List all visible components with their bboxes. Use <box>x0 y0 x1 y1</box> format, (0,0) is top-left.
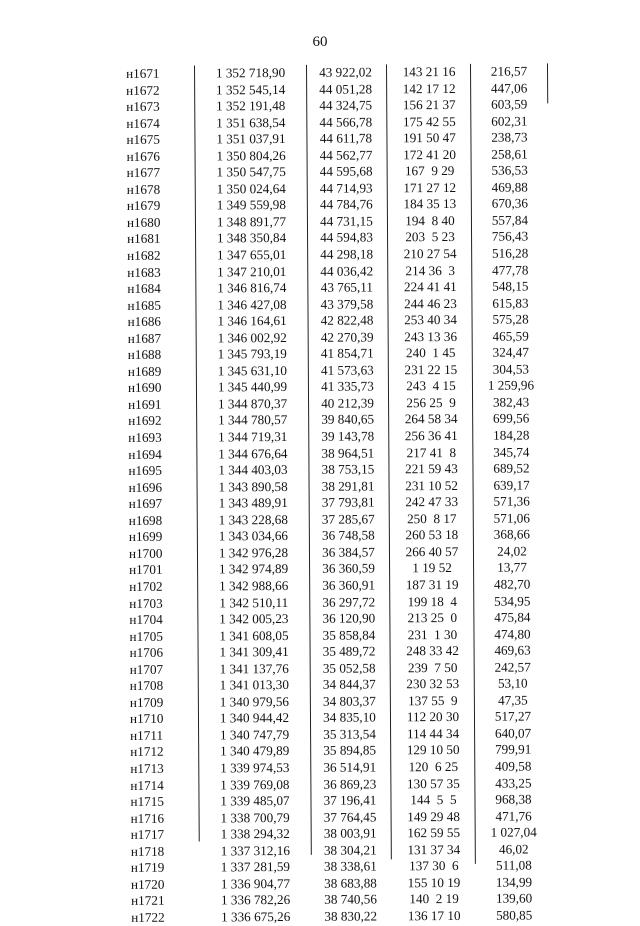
x-coordinate-cell: 1 350 804,26 <box>216 147 286 164</box>
y-coordinate-cell: 38 291,81 <box>321 478 375 494</box>
y-coordinate-cell: 43 765,11 <box>320 279 374 295</box>
distance-cell: 557,84 <box>491 212 529 228</box>
direction-angle-cell: 171 27 12 <box>403 179 457 196</box>
point-id-cell: н1689 <box>127 363 162 379</box>
distance-cell: 474,80 <box>494 626 531 642</box>
direction-angle-cell: 253 40 34 <box>404 312 457 328</box>
distance-cell: 1 259,96 <box>487 377 535 394</box>
x-coordinate-cell: 1 345 440,99 <box>217 379 288 395</box>
direction-angle-cell: 187 31 19 <box>405 576 459 593</box>
distance-cell: 640,07 <box>494 725 532 741</box>
y-coordinate-cell: 36 120,90 <box>322 610 376 626</box>
distance-cell: 345,74 <box>493 444 530 460</box>
direction-angle-cell: 172 41 20 <box>403 146 456 162</box>
y-coordinate-cell: 37 764,45 <box>323 809 377 825</box>
distance-cell: 324,47 <box>492 344 529 361</box>
y-coordinate-cell: 35 489,72 <box>322 643 376 659</box>
y-coordinate-cell: 41 335,73 <box>321 378 374 395</box>
distance-cell: 139,60 <box>495 890 533 907</box>
point-id-cell: н1701 <box>129 562 163 578</box>
point-id-cell: н1683 <box>127 264 161 280</box>
x-coordinate-cell: 1 350 547,75 <box>216 164 286 180</box>
direction-angle-cell: 210 27 54 <box>403 245 457 262</box>
table-row <box>123 907 553 926</box>
x-coordinate-cell: 1 343 890,58 <box>218 478 288 495</box>
point-id-cell: н1672 <box>126 82 160 98</box>
x-coordinate-cell: 1 344 780,57 <box>217 412 288 428</box>
distance-cell: 571,06 <box>493 510 530 526</box>
distance-cell: 516,28 <box>491 245 529 261</box>
x-coordinate-cell: 1 339 769,08 <box>220 776 290 792</box>
x-coordinate-cell: 1 337 281,59 <box>220 859 291 875</box>
point-id-cell: н1710 <box>129 711 164 727</box>
x-coordinate-cell: 1 337 312,16 <box>220 842 290 859</box>
x-coordinate-cell: 1 344 870,37 <box>217 395 288 412</box>
distance-cell: 602,31 <box>491 113 528 129</box>
point-id-cell: н1676 <box>126 148 161 164</box>
x-coordinate-cell: 1 351 037,91 <box>216 131 286 147</box>
direction-angle-cell: 199 18 4 <box>407 593 458 609</box>
distance-cell: 534,95 <box>494 592 531 609</box>
distance-cell: 238,73 <box>491 129 528 145</box>
x-coordinate-cell: 1 339 485,07 <box>220 793 290 809</box>
distance-cell: 53,10 <box>497 675 528 691</box>
x-coordinate-cell: 1 336 782,26 <box>220 892 291 908</box>
x-coordinate-cell: 1 347 210,01 <box>217 263 287 279</box>
direction-angle-cell: 144 5 5 <box>410 792 457 808</box>
direction-angle-cell: 221 59 43 <box>405 461 458 477</box>
distance-cell: 368,66 <box>493 526 531 543</box>
point-id-cell: н1713 <box>130 760 164 776</box>
x-coordinate-cell: 1 339 974,53 <box>220 759 290 776</box>
distance-cell: 517,27 <box>494 708 532 725</box>
point-id-cell: н1708 <box>129 677 164 694</box>
point-id-cell: н1677 <box>126 165 161 181</box>
point-id-cell: н1706 <box>129 644 164 661</box>
direction-angle-cell: 244 46 23 <box>404 295 457 311</box>
point-id-cell: н1678 <box>126 181 161 197</box>
direction-angle-cell: 129 10 50 <box>406 742 460 758</box>
point-id-cell: н1679 <box>126 198 161 214</box>
point-id-cell: н1716 <box>130 810 165 826</box>
y-coordinate-cell: 36 514,91 <box>323 759 377 775</box>
distance-cell: 258,61 <box>491 146 528 162</box>
y-coordinate-cell: 38 683,88 <box>324 875 377 891</box>
distance-cell: 304,53 <box>492 361 530 377</box>
x-coordinate-cell: 1 346 164,61 <box>217 313 287 329</box>
direction-angle-cell: 243 4 15 <box>406 378 456 394</box>
x-coordinate-cell: 1 346 002,92 <box>217 329 287 346</box>
y-coordinate-cell: 36 748,58 <box>321 527 375 544</box>
point-id-cell: н1714 <box>130 777 164 793</box>
y-coordinate-cell: 44 731,15 <box>320 213 373 229</box>
direction-angle-cell: 131 37 34 <box>407 841 461 857</box>
distance-cell: 475,84 <box>494 609 531 625</box>
direction-angle-cell: 266 40 57 <box>405 543 459 560</box>
x-coordinate-cell: 1 342 974,89 <box>218 561 289 577</box>
direction-angle-cell: 217 41 8 <box>406 444 457 460</box>
x-coordinate-cell: 1 352 545,14 <box>215 81 286 97</box>
point-id-cell: н1707 <box>129 661 164 677</box>
y-coordinate-cell: 38 830,22 <box>324 908 378 924</box>
distance-cell: 615,83 <box>492 295 529 311</box>
y-coordinate-cell: 34 844,37 <box>322 676 376 692</box>
x-coordinate-cell: 1 351 638,54 <box>216 114 286 131</box>
page-number: 60 <box>312 34 328 50</box>
point-id-cell: н1686 <box>127 313 162 330</box>
point-id-cell: н1720 <box>130 876 165 892</box>
y-coordinate-cell: 38 964,51 <box>321 445 375 461</box>
y-coordinate-cell: 35 858,84 <box>322 627 376 643</box>
distance-cell: 575,28 <box>492 311 529 327</box>
point-id-cell: н1705 <box>129 628 163 644</box>
point-id-cell: н1698 <box>128 512 163 528</box>
x-coordinate-cell: 1 342 988,66 <box>219 577 289 594</box>
direction-angle-cell: 120 6 25 <box>408 758 459 775</box>
direction-angle-cell: 242 47 33 <box>405 494 459 510</box>
distance-cell: 184,28 <box>493 427 530 443</box>
point-id-cell: н1690 <box>127 380 162 396</box>
y-coordinate-cell: 35 052,58 <box>322 660 376 676</box>
x-coordinate-cell: 1 352 191,48 <box>216 98 286 114</box>
direction-angle-cell: 264 58 34 <box>404 411 458 427</box>
direction-angle-cell: 140 2 19 <box>409 891 459 907</box>
distance-cell: 47,35 <box>497 692 528 708</box>
y-coordinate-cell: 44 036,42 <box>320 263 374 279</box>
x-coordinate-cell: 1 340 479,89 <box>220 743 290 759</box>
y-coordinate-cell: 42 822,48 <box>320 312 374 328</box>
y-coordinate-cell: 36 869,23 <box>323 775 377 792</box>
direction-angle-cell: 143 21 16 <box>402 63 456 80</box>
direction-angle-cell: 155 10 19 <box>407 874 461 891</box>
x-coordinate-cell: 1 345 793,19 <box>217 346 287 362</box>
x-coordinate-cell: 1 348 350,84 <box>216 230 287 246</box>
point-id-cell: н1685 <box>127 297 161 313</box>
point-id-cell: н1700 <box>128 545 163 561</box>
distance-cell: 382,43 <box>492 394 530 410</box>
point-id-cell: н1691 <box>128 396 162 412</box>
distance-cell: 756,43 <box>491 228 529 245</box>
x-coordinate-cell: 1 342 510,11 <box>219 594 289 610</box>
y-coordinate-cell: 36 297,72 <box>322 593 376 610</box>
coordinates-table <box>118 63 553 926</box>
direction-angle-cell: 136 17 10 <box>407 907 461 924</box>
direction-angle-cell: 214 36 3 <box>405 262 456 278</box>
direction-angle-cell: 114 44 34 <box>406 725 460 742</box>
distance-cell: 471,76 <box>495 808 532 824</box>
x-coordinate-cell: 1 349 559,98 <box>216 197 287 213</box>
y-coordinate-cell: 44 562,77 <box>319 147 373 163</box>
point-id-cell: н1717 <box>130 826 165 843</box>
x-coordinate-cell: 1 344 403,03 <box>218 462 288 478</box>
x-coordinate-cell: 1 344 676,64 <box>218 445 288 461</box>
direction-angle-cell: 243 13 36 <box>404 328 458 345</box>
point-id-cell: н1681 <box>127 231 161 247</box>
point-id-cell: н1721 <box>131 893 165 909</box>
point-id-cell: н1709 <box>129 694 164 710</box>
distance-cell: 447,06 <box>490 80 528 96</box>
y-coordinate-cell: 44 714,93 <box>319 180 373 196</box>
distance-cell: 571,36 <box>493 493 530 509</box>
y-coordinate-cell: 38 338,61 <box>323 858 377 875</box>
direction-angle-cell: 248 33 42 <box>406 643 459 659</box>
direction-angle-cell: 194 8 40 <box>405 212 455 229</box>
y-coordinate-cell: 44 594,83 <box>320 229 373 246</box>
distance-cell: 670,36 <box>491 195 529 212</box>
point-id-cell: н1712 <box>130 744 164 760</box>
x-coordinate-cell: 1 342 005,23 <box>219 611 289 627</box>
point-id-cell: н1704 <box>129 611 163 627</box>
point-id-cell: н1702 <box>129 578 163 594</box>
x-coordinate-cell: 1 338 294,32 <box>220 826 290 842</box>
distance-cell: 799,91 <box>494 741 532 758</box>
point-id-cell: н1699 <box>128 529 163 545</box>
direction-angle-cell: 156 21 37 <box>402 97 456 113</box>
direction-angle-cell: 231 10 52 <box>405 477 458 493</box>
point-id-cell: н1682 <box>127 247 161 263</box>
direction-angle-cell: 240 1 45 <box>405 345 456 361</box>
distance-cell: 46,02 <box>498 841 529 857</box>
direction-angle-cell: 112 20 30 <box>406 709 460 725</box>
y-coordinate-cell: 44 611,78 <box>319 130 373 146</box>
distance-cell: 548,15 <box>492 278 529 294</box>
direction-angle-cell: 230 32 53 <box>406 676 460 692</box>
x-coordinate-cell: 1 341 013,30 <box>219 677 289 693</box>
point-id-cell: н1718 <box>130 843 165 859</box>
y-coordinate-cell: 37 196,41 <box>323 792 377 808</box>
direction-angle-cell: 231 1 30 <box>407 626 458 642</box>
y-coordinate-cell: 39 840,65 <box>321 411 375 428</box>
y-coordinate-cell: 38 003,91 <box>323 825 377 841</box>
distance-cell: 24,02 <box>497 543 527 559</box>
point-id-cell: н1711 <box>130 727 164 743</box>
x-coordinate-cell: 1 348 891,77 <box>216 213 287 230</box>
point-id-cell: н1671 <box>125 65 160 81</box>
x-coordinate-cell: 1 347 655,01 <box>216 246 287 263</box>
point-id-cell: н1674 <box>126 115 160 131</box>
x-coordinate-cell: 1 338 700,79 <box>220 809 290 825</box>
y-coordinate-cell: 44 595,68 <box>319 163 373 180</box>
x-coordinate-cell: 1 346 816,74 <box>217 280 287 296</box>
distance-cell: 699,56 <box>492 410 530 427</box>
distance-cell: 469,88 <box>491 179 528 195</box>
y-coordinate-cell: 34 803,37 <box>322 693 376 709</box>
distance-cell: 13,77 <box>497 559 527 576</box>
point-id-cell: н1715 <box>130 793 164 809</box>
point-id-cell: н1722 <box>131 909 165 925</box>
x-coordinate-cell: 1 341 137,76 <box>219 660 289 677</box>
direction-angle-cell: 130 57 35 <box>406 775 460 791</box>
direction-angle-cell: 149 29 48 <box>407 808 461 824</box>
x-coordinate-cell: 1 352 718,90 <box>215 64 286 81</box>
x-coordinate-cell: 1 342 976,28 <box>218 544 289 561</box>
point-id-cell: н1684 <box>127 280 161 297</box>
y-coordinate-cell: 36 384,57 <box>322 544 375 560</box>
direction-angle-cell: 175 42 55 <box>402 113 456 129</box>
point-id-cell: н1694 <box>128 446 162 462</box>
x-coordinate-cell: 1 343 228,68 <box>218 511 288 528</box>
y-coordinate-cell: 43 379,58 <box>320 296 374 312</box>
x-coordinate-cell: 1 340 979,56 <box>219 693 290 710</box>
direction-angle-cell: 137 30 6 <box>409 858 459 874</box>
direction-angle-cell: 203 5 23 <box>405 229 455 245</box>
y-coordinate-cell: 38 304,21 <box>323 842 377 858</box>
direction-angle-cell: 137 55 9 <box>408 692 458 709</box>
y-coordinate-cell: 39 143,78 <box>321 428 375 444</box>
point-id-cell: н1695 <box>128 462 162 479</box>
distance-cell: 134,99 <box>495 874 533 890</box>
distance-cell: 639,17 <box>493 477 530 493</box>
x-coordinate-cell: 1 343 489,91 <box>218 495 288 511</box>
y-coordinate-cell: 36 360,59 <box>322 560 375 577</box>
distance-cell: 689,52 <box>493 460 530 476</box>
x-coordinate-cell: 1 336 904,77 <box>220 875 291 892</box>
distance-cell: 242,57 <box>494 659 531 675</box>
point-id-cell: н1687 <box>127 330 162 346</box>
distance-cell: 469,63 <box>494 642 531 658</box>
distance-cell: 433,25 <box>495 775 532 791</box>
direction-angle-cell: 256 36 41 <box>404 427 458 444</box>
y-coordinate-cell: 41 573,63 <box>320 362 374 378</box>
distance-cell: 603,59 <box>491 96 528 112</box>
point-id-cell: н1673 <box>126 98 160 115</box>
y-coordinate-cell: 44 051,28 <box>319 80 373 97</box>
point-id-cell: н1680 <box>126 214 161 230</box>
x-coordinate-cell: 1 344 719,31 <box>218 429 288 445</box>
y-coordinate-cell: 35 313,54 <box>323 726 377 742</box>
point-id-cell: н1719 <box>130 859 165 876</box>
x-coordinate-cell: 1 341 608,05 <box>219 627 289 643</box>
y-coordinate-cell: 38 753,15 <box>321 461 375 477</box>
distance-cell: 216,57 <box>490 63 528 79</box>
distance-cell: 482,70 <box>493 576 531 592</box>
point-id-cell: н1703 <box>129 595 163 611</box>
direction-angle-cell: 162 59 55 <box>407 825 461 841</box>
y-coordinate-cell: 43 922,02 <box>319 64 372 80</box>
y-coordinate-cell: 40 212,39 <box>321 395 374 411</box>
y-coordinate-cell: 44 784,76 <box>319 196 373 213</box>
distance-cell: 1 027,04 <box>490 824 537 840</box>
point-id-cell: н1688 <box>127 347 162 363</box>
direction-angle-cell: 213 25 0 <box>407 609 458 626</box>
distance-cell: 465,59 <box>492 328 529 344</box>
y-coordinate-cell: 42 270,39 <box>320 329 374 345</box>
direction-angle-cell: 1 19 52 <box>412 560 452 576</box>
direction-angle-cell: 239 7 50 <box>407 659 458 675</box>
y-coordinate-cell: 37 793,81 <box>321 494 375 510</box>
direction-angle-cell: 231 22 15 <box>404 361 458 378</box>
y-coordinate-cell: 44 566,78 <box>319 114 373 130</box>
point-id-cell: н1693 <box>128 429 162 445</box>
point-id-cell: н1696 <box>128 479 163 495</box>
distance-cell: 580,85 <box>496 907 533 923</box>
y-coordinate-cell: 38 740,56 <box>324 891 378 908</box>
point-id-cell: н1692 <box>128 413 162 429</box>
y-coordinate-cell: 34 835,10 <box>323 709 376 726</box>
direction-angle-cell: 184 35 13 <box>403 196 457 212</box>
distance-cell: 477,78 <box>492 262 529 278</box>
y-coordinate-cell: 44 298,18 <box>320 246 374 262</box>
direction-angle-cell: 256 25 9 <box>406 394 456 411</box>
distance-cell: 968,38 <box>495 791 532 807</box>
y-coordinate-cell: 35 894,85 <box>323 742 377 759</box>
direction-angle-cell: 260 53 18 <box>405 527 459 543</box>
x-coordinate-cell: 1 340 944,42 <box>219 710 290 726</box>
x-coordinate-cell: 1 341 309,41 <box>219 644 289 660</box>
direction-angle-cell: 224 41 41 <box>403 279 457 295</box>
y-coordinate-cell: 37 285,67 <box>321 511 375 527</box>
x-coordinate-cell: 1 350 024,64 <box>216 180 286 197</box>
table-body <box>118 63 553 926</box>
distance-cell: 536,53 <box>491 162 528 179</box>
y-coordinate-cell: 36 360,91 <box>322 577 376 593</box>
point-id-cell: н1675 <box>126 131 160 148</box>
x-coordinate-cell: 1 340 747,79 <box>219 726 290 743</box>
point-id-cell: н1697 <box>128 495 163 512</box>
distance-cell: 511,08 <box>495 857 532 873</box>
x-coordinate-cell: 1 346 427,08 <box>217 296 287 313</box>
direction-angle-cell: 167 9 29 <box>404 163 455 179</box>
direction-angle-cell: 191 50 47 <box>403 130 456 146</box>
y-coordinate-cell: 44 324,75 <box>319 97 373 113</box>
x-coordinate-cell: 1 345 631,10 <box>217 362 288 379</box>
x-coordinate-cell: 1 343 034,66 <box>218 528 289 544</box>
direction-angle-cell: 250 8 17 <box>406 510 457 527</box>
y-coordinate-cell: 41 854,71 <box>320 345 374 362</box>
x-coordinate-cell: 1 336 675,26 <box>221 908 291 925</box>
distance-cell: 409,58 <box>495 758 532 774</box>
direction-angle-cell: 142 17 12 <box>402 80 456 96</box>
